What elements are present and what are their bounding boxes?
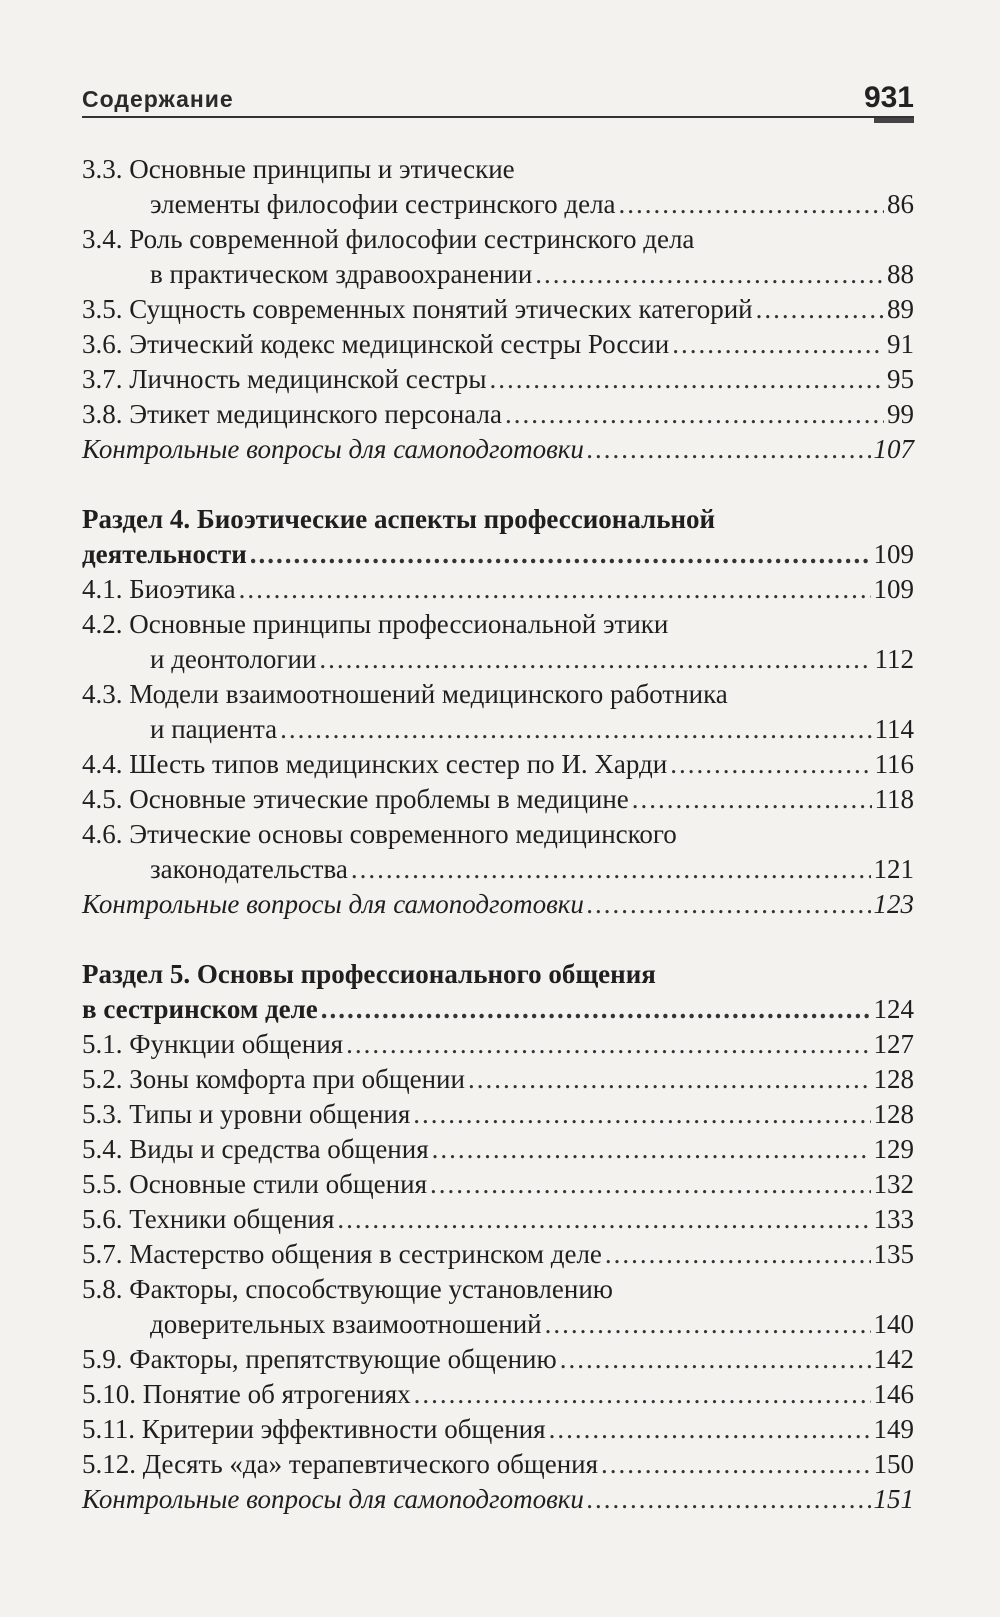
toc-entry-text: и пациента [150,714,278,744]
toc-page-number: 146 [873,1379,914,1409]
toc-entry-text: 5.2. Зоны комфорта при общении [82,1064,465,1094]
toc-entry-5-11 [82,1412,914,1447]
toc-section-text: деятельности [82,539,247,569]
leader-dots [430,1167,871,1202]
toc-entry-text: Контрольные вопросы для самоподготовки [82,889,584,919]
leader-dots [432,1132,871,1167]
section-gap [82,467,914,502]
toc-page-number: 151 [873,1484,914,1514]
leader-dots [545,1307,871,1342]
toc-page-number: 109 [873,539,914,569]
leader-dots [414,1377,871,1412]
toc-page-number: 95 [887,364,914,394]
toc-entry-5-3 [82,1097,914,1132]
toc-entry-text: Контрольные вопросы для самоподготовки [82,434,584,464]
leader-dots [413,1097,870,1132]
leader-dots [337,1202,870,1237]
header-page-mark [874,118,914,123]
running-header-title: Содержание [82,86,234,112]
toc-review-questions [82,887,914,922]
leader-dots [239,572,871,607]
toc-entry-text: 4.6. Этические основы современного медицинского [82,819,677,849]
toc-entry-5-1 [82,1027,914,1062]
toc-entry-text: 5.12. Десять «да» терапевтического общения [82,1449,599,1479]
toc-entry-3-3 [82,152,914,187]
leader-dots [756,292,884,327]
toc-entry-text: элементы философии сестринского дела [150,189,616,219]
toc-entry-3-5 [82,292,914,327]
toc-review-questions [82,1482,914,1517]
toc-entry-5-10 [82,1377,914,1412]
toc-entry-5-4 [82,1132,914,1167]
toc-page-number: 123 [873,889,914,919]
page-number: 931 [863,81,914,114]
toc-entry-4-3 [82,677,914,712]
toc-section-5-title-cont [82,992,914,1027]
toc-page-number: 116 [874,749,914,779]
toc-section-4-title [82,502,914,537]
toc-entry-text: 4.5. Основные этические проблемы в медицине [82,784,629,814]
toc-section-5-title [82,957,914,992]
toc-entry-text: 4.4. Шесть типов медицинских сестер по И. Харди [82,749,668,779]
toc-entry-text: 5.9. Факторы, препятствующие общению [82,1344,557,1374]
toc-entry-text: 3.4. Роль современной философии сестринского дела [82,224,695,254]
leader-dots [605,1237,871,1272]
leader-dots [587,1482,871,1517]
toc-page-number: 129 [873,1134,914,1164]
toc-entry-text: 5.4. Виды и средства общения [82,1134,429,1164]
toc-entry-5-8-cont [82,1307,914,1342]
leader-dots [601,1447,870,1482]
toc-entry-5-7 [82,1237,914,1272]
leader-dots [250,537,871,572]
table-of-contents [82,152,914,1517]
toc-entry-text: 3.3. Основные принципы и этические [82,154,515,184]
toc-entry-4-2 [82,607,914,642]
toc-entry-4-1 [82,572,914,607]
toc-page-number: 149 [873,1414,914,1444]
toc-page-number: 127 [873,1029,914,1059]
leader-dots [321,992,871,1027]
toc-page-number: 112 [874,644,914,674]
toc-entry-text: 5.7. Мастерство общения в сестринском деле [82,1239,602,1269]
toc-entry-5-6 [82,1202,914,1237]
leader-dots [632,782,872,817]
toc-entry-3-8 [82,397,914,432]
toc-section-4-title-cont [82,537,914,572]
toc-page-number: 150 [873,1449,914,1479]
toc-page-number: 91 [887,329,914,359]
running-header [82,78,914,118]
toc-page-number: 128 [873,1064,914,1094]
toc-page-number: 140 [873,1309,914,1339]
toc-section-text: в сестринском деле [82,994,318,1024]
leader-dots [672,327,884,362]
toc-entry-text: 5.10. Понятие об ятрогениях [82,1379,411,1409]
leader-dots [670,747,871,782]
toc-entry-text: 3.7. Личность медицинской сестры [82,364,487,394]
toc-entry-4-5 [82,782,914,817]
leader-dots [619,187,884,222]
toc-entry-4-6-cont [82,852,914,887]
toc-page-number: 107 [873,434,914,464]
leader-dots [535,257,884,292]
toc-entry-5-5 [82,1167,914,1202]
toc-entry-5-12 [82,1447,914,1482]
toc-page-number: 135 [873,1239,914,1269]
toc-entry-5-9 [82,1342,914,1377]
leader-dots [351,852,871,887]
toc-entry-4-3-cont [82,712,914,747]
leader-dots [505,397,884,432]
toc-entry-text: законодательства [150,854,348,884]
toc-entry-text: в практическом здравоохранении [150,259,533,289]
toc-review-questions [82,432,914,467]
toc-page-number: 109 [873,574,914,604]
leader-dots [489,362,884,397]
toc-entry-text: 3.8. Этикет медицинского персонала [82,399,502,429]
leader-dots [549,1412,871,1447]
toc-page-number: 86 [887,189,914,219]
toc-entry-text: и деонтологии [150,644,317,674]
toc-entry-text: 4.3. Модели взаимоотношений медицинского работника [82,679,728,709]
toc-entry-text: 3.6. Этический кодекс медицинской сестры России [82,329,670,359]
toc-entry-4-6 [82,817,914,852]
leader-dots [468,1062,871,1097]
toc-page-number: 114 [874,714,914,744]
toc-entry-text: доверительных взаимоотношений [150,1309,542,1339]
toc-entry-3-4 [82,222,914,257]
toc-entry-text: 5.1. Функции общения [82,1029,344,1059]
toc-page-number: 121 [873,854,914,884]
toc-page-number: 99 [887,399,914,429]
toc-entry-4-4 [82,747,914,782]
toc-entry-text: 5.3. Типы и уровни общения [82,1099,411,1129]
toc-entry-text: 5.5. Основные стили общения [82,1169,427,1199]
header-rule [82,116,914,118]
section-gap [82,922,914,957]
toc-entry-5-8 [82,1272,914,1307]
toc-page-number: 118 [874,784,914,814]
toc-entry-text: 3.5. Сущность современных понятий этических категорий [82,294,753,324]
toc-page-number: 89 [887,294,914,324]
toc-entry-text: 4.2. Основные принципы профессиональной этики [82,609,669,639]
toc-entry-3-6 [82,327,914,362]
leader-dots [319,642,871,677]
leader-dots [280,712,871,747]
toc-page-number: 133 [873,1204,914,1234]
toc-entry-text: 5.11. Критерии эффективности общения [82,1414,546,1444]
leader-dots [587,432,871,467]
toc-page-number: 142 [873,1344,914,1374]
toc-entry-3-3-cont [82,187,914,222]
toc-entry-5-2 [82,1062,914,1097]
toc-page-number: 88 [887,259,914,289]
toc-entry-3-4-cont [82,257,914,292]
toc-entry-4-2-cont [82,642,914,677]
toc-section-text: Раздел 4. Биоэтические аспекты профессиональной [82,504,716,534]
toc-entry-text: 4.1. Биоэтика [82,574,236,604]
toc-entry-text: Контрольные вопросы для самоподготовки [82,1484,584,1514]
toc-entry-text: 5.8. Факторы, способствующие установлению [82,1274,613,1304]
leader-dots [346,1027,870,1062]
toc-page-number: 132 [873,1169,914,1199]
toc-section-text: Раздел 5. Основы профессионального общения [82,959,656,989]
toc-entry-3-7 [82,362,914,397]
toc-page-number: 128 [873,1099,914,1129]
toc-page-number: 124 [873,994,914,1024]
toc-entry-text: 5.6. Техники общения [82,1204,335,1234]
leader-dots [560,1342,871,1377]
leader-dots [587,887,871,922]
